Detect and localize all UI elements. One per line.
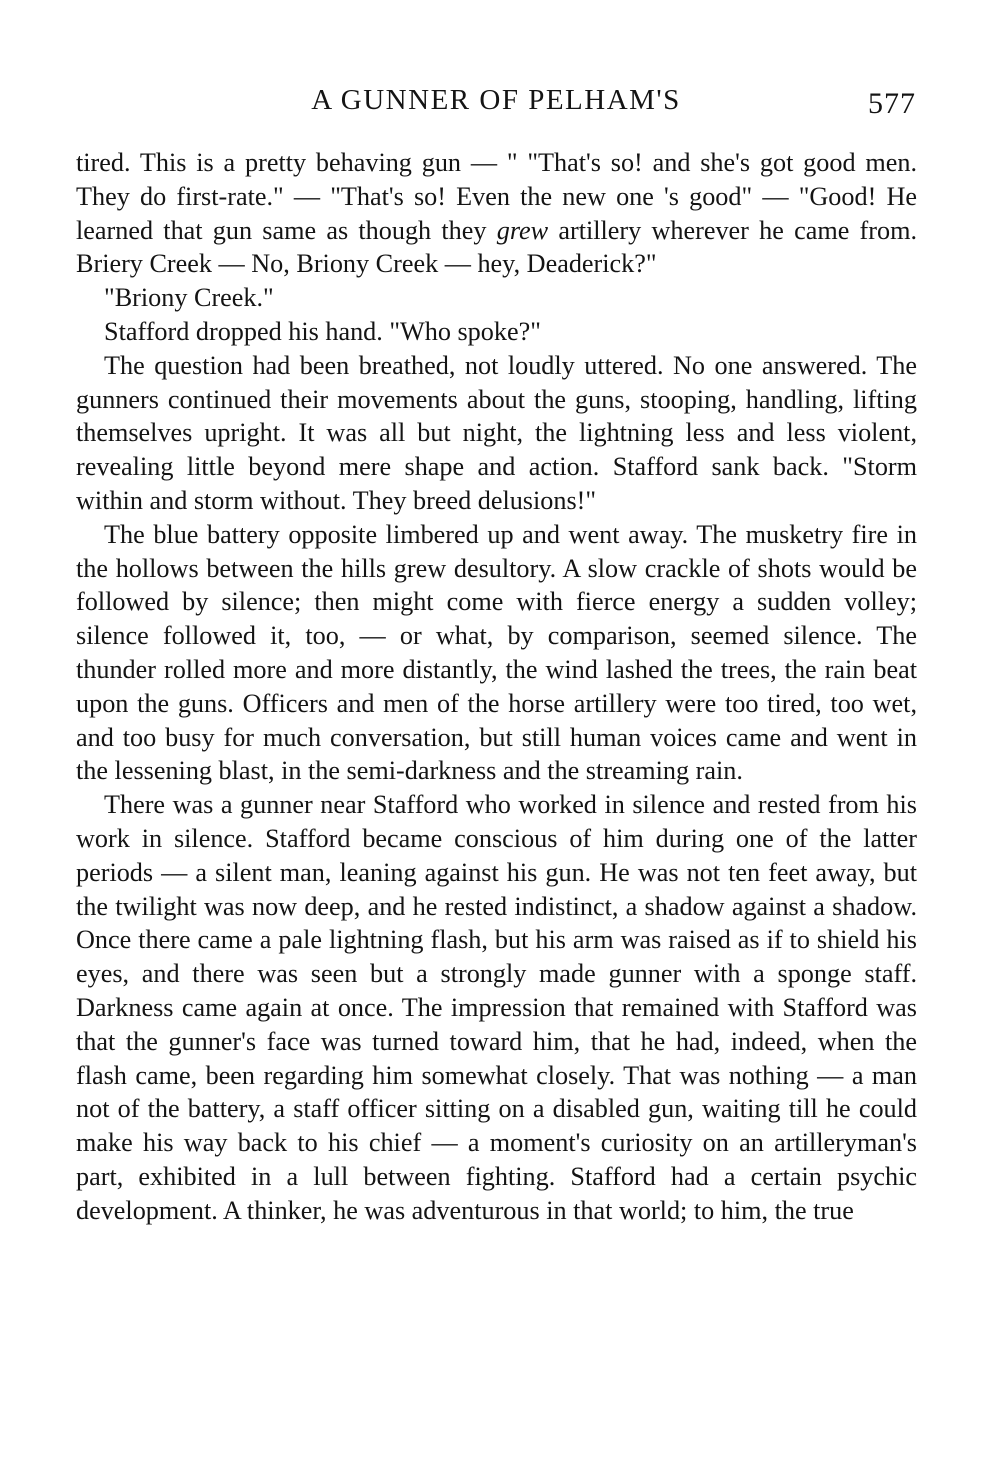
paragraph-text: Stafford dropped his hand. "Who spoke?" (104, 316, 541, 346)
paragraph-text: artillery wherever he came from. Briery Creek — No, Briony Creek — hey, Deaderick?" (76, 215, 918, 279)
paragraph (76, 788, 917, 1227)
paragraph (76, 315, 917, 349)
paragraph-text: "Briony Creek." (104, 283, 274, 313)
paragraph-text: There was a gunner near Stafford who worked in silence and rested from his work in silence. Stafford became conscious of him during one of the latter periods — a silent man, leaning against his gun. He was not ten feet away, but the twilight was now deep, and he rested indistinct, a shadow against a shadow. Once there came a pale lightning flash, but his arm was raised as if to shield his eyes, and there was seen but a strongly made gunner with a sponge staff. Darkness came again at once. The impression that remained with Stafford was that the gunner's face was turned toward him, that he had, indeed, when the flash came, been regarding him somewhat closely. That was nothing — a man not of the battery, a staff officer sitting on a disabled gun, waiting till he could make his way back to his chief — a moment's curiosity on an artilleryman's part, exhibited in a lull between fighting. Stafford had a certain psychic development. A thinker, he was adventurous in that world; to him, the true (76, 790, 917, 1225)
paragraph (76, 349, 917, 518)
paragraph-text: The question had been breathed, not loudly uttered. No one answered. The gunners continued their movements about the guns, stooping, handling, lifting themselves upright. It was all but night, the lightning less and less violent, revealing little beyond mere shape and action. Stafford sank back. "Storm within and storm without. They breed delusions!" (76, 350, 917, 515)
emphasized-word: grew (496, 215, 549, 245)
paragraph-continued (76, 146, 917, 281)
page-number: 577 (868, 87, 916, 120)
running-head (76, 78, 916, 122)
body-text (76, 146, 917, 1228)
paragraph-text: The blue battery opposite limbered up and went away. The musketry fire in the hollows between the hills grew desultory. A slow crackle of shots would be followed by silence; then might come with fierce energy a sudden volley; silence followed it, too, — or what, by comparison, seemed silence. The thunder rolled more and more distantly, the wind lashed the trees, the rain beat upon the guns. Officers and men of the horse artillery were too tired, too wet, and too busy for much conversation, but still human voices came and went in the lessening blast, in the semi-darkness and the streaming rain. (76, 519, 917, 786)
paragraph (76, 518, 917, 788)
paragraph-text: tired. This is a pretty behaving gun — " "That's so! and she's got good men. They do first-rate." — "That's so! Even the new one 's good" — "Good! He learned that gun same as though they (76, 148, 917, 245)
running-title: A GUNNER OF PELHAM'S (311, 84, 681, 116)
paragraph (76, 281, 917, 315)
